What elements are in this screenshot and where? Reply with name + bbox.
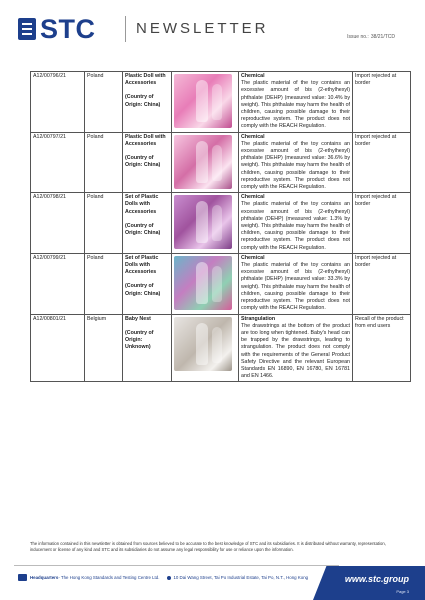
issue-label: Issue no.: xyxy=(347,34,369,40)
hazard-cell xyxy=(239,193,353,254)
product-name: Set of Plastic Dolls with Accessories xyxy=(125,254,159,276)
measure-taken: Import rejected at border xyxy=(353,132,411,193)
hazard-cell xyxy=(239,132,353,193)
hq-name: - The Hong Kong Standards and Testing Centre Ltd. xyxy=(58,575,160,580)
table-row xyxy=(31,314,411,382)
photo-figure xyxy=(196,141,208,183)
product-origin: (Country of Origin: China) xyxy=(125,222,161,237)
baby-nest-photo xyxy=(174,317,232,371)
product-origin: (Country of Origin: Unknown) xyxy=(125,329,154,351)
notification-code: A12/00796/21 xyxy=(31,72,85,133)
stc-logo xyxy=(18,13,96,44)
hazard-description: The plastic material of the toy contains an excessive amount of bis (2-ethylhexyl) phthalate (DEHP) (measured value: 36.6% by weight). This phthalate may harm the health of children, causing possible damage to their reproductive system. The product does not comply with the REACH Regulation. xyxy=(241,140,350,191)
hazard-description: The plastic material of the toy contains an excessive amount of bis (2-ethylhexyl) phthalate (DEHP) (measured value: 10.4% by weight). This phthalate may harm the health of children, causing possible damage to their reproductive system. The product does not comply with the REACH Regulation. xyxy=(241,80,350,130)
product-origin: (Country of Origin: China) xyxy=(125,283,161,297)
photo-figure xyxy=(212,266,222,302)
hazard-title: Chemical xyxy=(241,254,265,261)
headquarters-info xyxy=(18,574,308,581)
hazard-description: The plastic material of the toy contains an excessive amount of bis (2-ethylhexyl) phthalate (DEHP) (measured value: 33.3% by weight). This phthalate may harm the health of children, causing possible damage to their reproductive system. The product does not comply with the REACH Regulation. xyxy=(241,262,350,312)
product-image-cell xyxy=(172,72,239,133)
hazard-cell xyxy=(239,253,353,314)
logo-text: STC xyxy=(40,13,96,44)
notification-code: A12/00797/21 xyxy=(31,132,85,193)
notifying-country: Poland xyxy=(85,132,123,193)
hazard-title: Chemical xyxy=(241,133,265,140)
measure-taken: Import rejected at border xyxy=(353,253,411,314)
notifying-country: Belgium xyxy=(85,314,123,382)
product-image-cell xyxy=(172,253,239,314)
notification-code: A12/00799/21 xyxy=(31,253,85,314)
measure-taken: Import rejected at border xyxy=(353,193,411,254)
product-image-cell xyxy=(172,314,239,382)
notifying-country: Poland xyxy=(85,72,123,133)
doll-photo xyxy=(174,135,232,189)
hazard-description: The plastic material of the toy contains an excessive amount of bis (2-ethylhexyl) phthalate (DEHP) (measured value: 1.3% by weight). This phthalate may harm the health of children, causing possible damage to their reproductive system. The product does not comply with the REACH Regulation. xyxy=(241,201,350,251)
page-header xyxy=(0,0,425,56)
product-origin: (Country of Origin: China) xyxy=(125,94,161,108)
page-number: Page 3 xyxy=(396,589,409,594)
measure-taken: Import rejected at border xyxy=(353,72,411,133)
photo-figure xyxy=(212,145,222,181)
product-cell xyxy=(123,314,172,382)
location-pin-icon xyxy=(167,576,171,580)
page-footer xyxy=(0,566,425,600)
photo-figure xyxy=(196,80,208,122)
stc-logo-mark-icon xyxy=(18,18,36,40)
newsletter-title: NEWSLETTER xyxy=(136,20,269,37)
product-image-cell xyxy=(172,193,239,254)
product-cell xyxy=(123,193,172,254)
notification-code: A12/00801/21 xyxy=(31,314,85,382)
notification-code: A12/00798/21 xyxy=(31,193,85,254)
product-cell xyxy=(123,132,172,193)
hazard-cell xyxy=(239,72,353,133)
doll-set-photo xyxy=(174,195,232,249)
product-origin: (Country of Origin: China) xyxy=(125,155,161,169)
table-row xyxy=(31,132,411,193)
hq-address: 10 Dai Wang Street, Tai Po Industrial Estate, Tai Po, N.T., Hong Kong xyxy=(173,575,309,580)
photo-figure xyxy=(212,327,222,363)
product-name: Baby Nest xyxy=(125,315,151,322)
product-cell xyxy=(123,253,172,314)
table-row xyxy=(31,253,411,314)
product-name: Plastic Doll with Accessories xyxy=(125,73,166,87)
hazard-title: Strangulation xyxy=(241,315,276,322)
photo-figure xyxy=(212,205,222,241)
issue-value: 38/21/TCD xyxy=(370,34,395,40)
table-row xyxy=(31,72,411,133)
issue-number xyxy=(345,34,395,40)
product-image-cell xyxy=(172,132,239,193)
disclaimer: The information contained in this newsletter is obtained from sources believed to be accurate to the best knowledge of STC and its subsidiaries. It is distributed without warranty, representation, inducement or license of any kind and STC and its subsidiaries do not assume any legal responsibility for use or reliance upon the information. xyxy=(30,541,386,552)
hazard-description: The drawstrings at the bottom of the product are too long when tightened. Baby's head can be trapped by the drawstrings, leading to strangulation. The product does not comply with the requirements of the General Product Safety Directive and the relevant European Standards EN 16890, EN 16780, EN 16781 and EN 1466. xyxy=(241,322,350,380)
hazard-cell xyxy=(239,314,353,382)
hazard-title: Chemical xyxy=(241,73,265,79)
recall-table xyxy=(30,71,404,382)
header-divider xyxy=(125,16,126,42)
website-link[interactable]: www.stc.group xyxy=(344,574,409,584)
table-row xyxy=(31,193,411,254)
product-name: Plastic Doll with Accessories xyxy=(125,133,166,147)
building-icon xyxy=(18,574,27,581)
product-name: Set of Plastic Dolls with Accessories xyxy=(125,194,159,215)
product-cell xyxy=(123,72,172,133)
photo-figure xyxy=(196,262,208,304)
doll-photo xyxy=(174,74,232,128)
photo-figure xyxy=(196,201,208,243)
doll-set-photo xyxy=(174,256,232,310)
photo-figure xyxy=(212,84,222,120)
hazard-title: Chemical xyxy=(241,194,265,201)
hq-label: Headquarters xyxy=(30,575,59,580)
notifying-country: Poland xyxy=(85,253,123,314)
measure-taken: Recall of the product from end users xyxy=(353,314,411,382)
notifying-country: Poland xyxy=(85,193,123,254)
photo-figure xyxy=(196,323,208,365)
